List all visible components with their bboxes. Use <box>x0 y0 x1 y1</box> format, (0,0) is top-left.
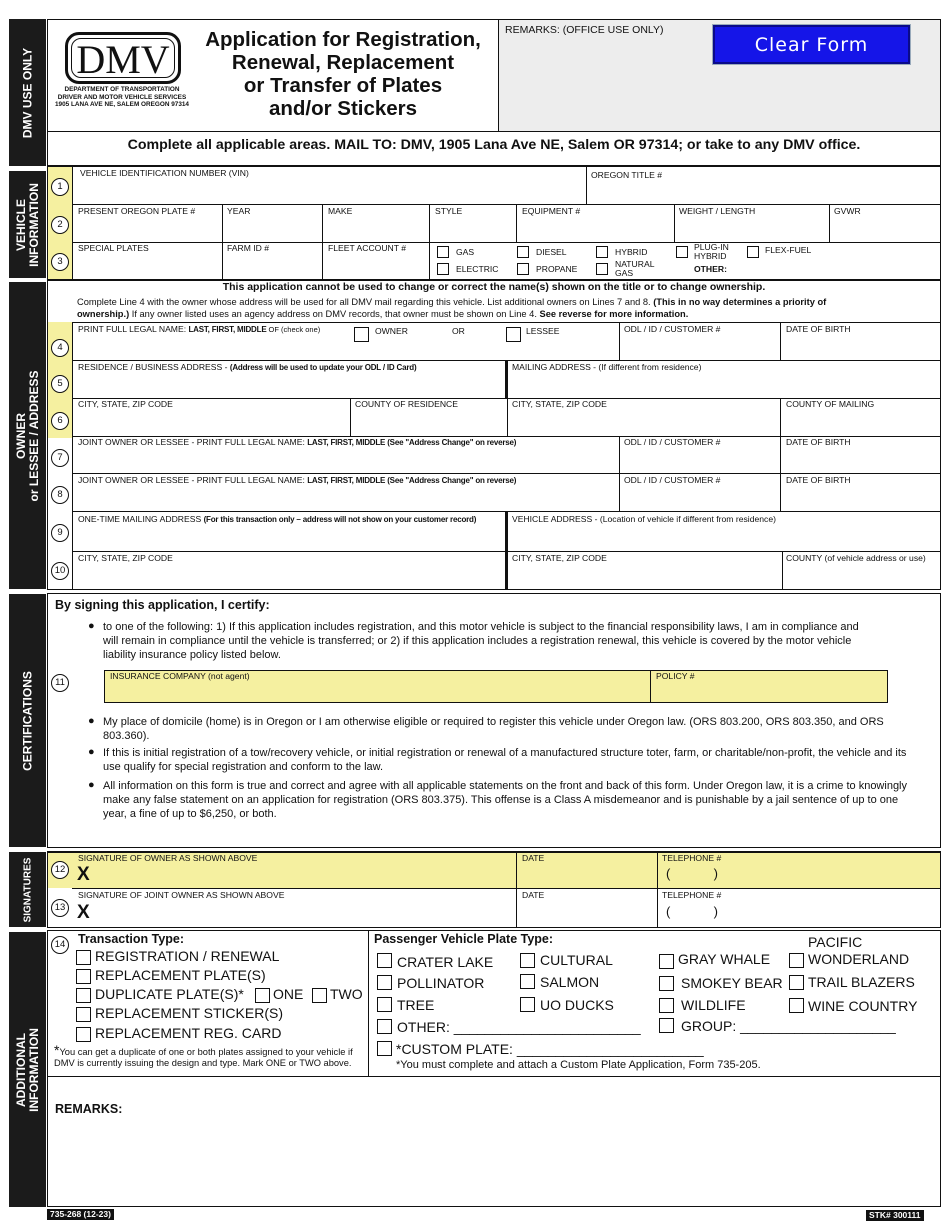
line-number-9: 9 <box>51 524 69 542</box>
custom-plate-checkbox[interactable] <box>377 1041 392 1056</box>
form-number-badge: 735-268 (12-23) <box>47 1209 114 1220</box>
vehicle-info-bar <box>9 171 46 278</box>
weight-length-field[interactable]: WEIGHT / LENGTH <box>679 206 756 216</box>
vin-field[interactable]: VEHICLE IDENTIFICATION NUMBER (VIN) <box>80 168 249 178</box>
joint-telephone-parens: ( ) <box>666 904 718 919</box>
owner-instructions: Complete Line 4 with the owner whose address will be used for all DMV mail regarding this vehicle. List additional owners on Lines 7 and 8. (This in no way determines a priority of ownership.) If any owner listed uses an agency address on DMV records, that owner must be shown on Line 4. See reverse for more information. <box>77 297 827 319</box>
vehicle-city-field[interactable]: CITY, STATE, ZIP CODE <box>512 553 607 563</box>
uo-ducks-checkbox[interactable] <box>520 997 535 1012</box>
policy-field[interactable]: POLICY # <box>656 671 695 681</box>
replacement-plates-label: REPLACEMENT PLATE(S) <box>95 967 266 983</box>
cultural-checkbox[interactable] <box>520 953 535 968</box>
form-title: Application for Registration, Renewal, Replacement or Transfer of Plates and/or Stickers <box>205 28 481 120</box>
mailing-city-field[interactable]: CITY, STATE, ZIP CODE <box>512 399 607 409</box>
line-number-5: 5 <box>51 375 69 393</box>
odl-field-7[interactable]: ODL / ID / CUSTOMER # <box>624 437 721 447</box>
owner-signature-field[interactable]: SIGNATURE OF OWNER AS SHOWN ABOVE <box>78 853 258 863</box>
gvwr-field[interactable]: GVWR <box>834 206 861 216</box>
line-number-4: 4 <box>51 339 69 357</box>
owner-telephone-field[interactable]: TELEPHONE # <box>662 853 722 863</box>
style-field[interactable]: STYLE <box>435 206 463 216</box>
propane-checkbox[interactable] <box>517 263 529 275</box>
gray-whale-checkbox[interactable] <box>659 954 674 969</box>
natural-gas-label: NATURAL GAS <box>615 259 655 278</box>
line-number-12: 12 <box>51 861 69 879</box>
owner-option-label: OWNER <box>375 326 408 336</box>
dob-field-7[interactable]: DATE OF BIRTH <box>786 437 851 447</box>
duplicate-plates-label: DUPLICATE PLATE(S)* <box>95 986 244 1002</box>
tree-label: TREE <box>397 997 435 1013</box>
mailing-address-field[interactable]: MAILING ADDRESS - (If different from residence) <box>512 362 702 372</box>
cultural-label: CULTURAL <box>540 952 613 968</box>
ownership-warning: This application cannot be used to change or correct the name(s) shown on the title or to change ownership. <box>222 281 766 293</box>
registration-renewal-checkbox[interactable] <box>76 950 91 965</box>
other-fuel-label[interactable]: OTHER: <box>694 264 727 274</box>
remarks-label: REMARKS: <box>55 1102 123 1116</box>
diesel-checkbox[interactable] <box>517 246 529 258</box>
lessee-option-label: LESSEE <box>526 326 560 336</box>
line-number-7: 7 <box>51 449 69 467</box>
clear-form-button[interactable]: Clear Form <box>713 25 910 64</box>
city-state-zip-field-6[interactable]: CITY, STATE, ZIP CODE <box>78 399 173 409</box>
gray-whale-label: GRAY WHALE <box>678 951 771 967</box>
certifications-bar <box>9 594 46 847</box>
plugin-hybrid-label: PLUG-IN HYBRID <box>694 242 729 261</box>
wine-country-checkbox[interactable] <box>789 998 804 1013</box>
owner-date-field[interactable]: DATE <box>522 853 545 863</box>
duplicate-two-label: TWO <box>330 986 363 1002</box>
pollinator-label: POLLINATOR <box>397 975 485 991</box>
pacific-wonderland-checkbox[interactable] <box>789 953 804 968</box>
joint-telephone-field[interactable]: TELEPHONE # <box>662 890 722 900</box>
salmon-label: SALMON <box>540 974 600 990</box>
cert-statement-2: My place of domicile (home) is in Oregon or I am otherwise eligible or required to register this vehicle under Oregon law. (ORS 803.200, ORS 803.350, and ORS 803.360). <box>103 716 884 742</box>
trail-blazers-checkbox[interactable] <box>789 975 804 990</box>
natural-gas-checkbox[interactable] <box>596 263 608 275</box>
hybrid-checkbox[interactable] <box>596 246 608 258</box>
flex-fuel-label: FLEX-FUEL <box>765 245 812 255</box>
salmon-checkbox[interactable] <box>520 974 535 989</box>
tree-checkbox[interactable] <box>377 997 392 1012</box>
crater-lake-checkbox[interactable] <box>377 953 392 968</box>
plate-type-heading: Passenger Vehicle Plate Type: <box>374 932 554 946</box>
certifications-label: CERTIFICATIONS <box>19 670 34 771</box>
additional-info-bar <box>9 932 46 1207</box>
owner-bar <box>9 282 46 589</box>
transaction-type-heading: Transaction Type: <box>78 932 185 946</box>
group-plate-field[interactable]: GROUP: ____________________ <box>681 1018 896 1034</box>
replacement-reg-card-checkbox[interactable] <box>76 1027 91 1042</box>
equipment-field[interactable]: EQUIPMENT # <box>522 206 581 216</box>
diesel-label: DIESEL <box>536 247 567 257</box>
line-number-6: 6 <box>51 412 69 430</box>
registration-renewal-label: REGISTRATION / RENEWAL <box>95 948 280 964</box>
other-plate-checkbox[interactable] <box>377 1019 392 1034</box>
joint-date-field[interactable]: DATE <box>522 890 545 900</box>
or-label: OR <box>452 326 465 336</box>
line-number-3: 3 <box>51 253 69 271</box>
line-number-13: 13 <box>51 899 69 917</box>
pollinator-checkbox[interactable] <box>377 975 392 990</box>
city-state-zip-field-10[interactable]: CITY, STATE, ZIP CODE <box>78 553 173 563</box>
wildlife-checkbox[interactable] <box>659 998 674 1013</box>
cert-statement-3: If this is initial registration of a tow/recovery vehicle, or initial registration or renewal of a manufactured structure toter, farm, or charitable/non-profit, the vehicle and its use qualify for special registration and conform to the law. <box>103 747 907 773</box>
owner-signature-x: X <box>77 864 90 885</box>
line-number-11: 11 <box>51 674 69 692</box>
plugin-hybrid-checkbox[interactable] <box>676 246 688 258</box>
residence-address-field[interactable]: RESIDENCE / BUSINESS ADDRESS - (Address will be used to update your ODL / ID Card) <box>78 362 417 372</box>
year-field[interactable]: YEAR <box>227 206 251 216</box>
dmv-use-only-label: DMV USE ONLY <box>19 47 34 138</box>
trail-blazers-label: TRAIL BLAZERS <box>808 974 915 990</box>
joint-owner-field-7[interactable]: JOINT OWNER OR LESSEE - PRINT FULL LEGAL NAME: LAST, FIRST, MIDDLE (See "Address Change" on reverse) <box>78 437 517 447</box>
crater-lake-label: CRATER LAKE <box>397 954 494 970</box>
vehicle-address-field[interactable]: VEHICLE ADDRESS - (Location of vehicle if different from residence) <box>512 514 776 524</box>
electric-label: ELECTRIC <box>456 264 499 274</box>
cert-statement-1: to one of the following: 1) If this application includes registration, and this motor vehicle is subject to the financial responsibility laws, I am in compliance and will remain in compliance until the vehicle is transferred; or 2) if this application includes a registration renewal, this vehicle is covered by the motor vehicle liability insurance policy listed below. <box>103 621 859 661</box>
custom-plate-note: *You must complete and attach a Custom Plate Application, Form 735-205. <box>396 1059 761 1071</box>
cert-statement-4: All information on this form is true and correct and agree with all applicable statements on the front and back of this form. Under Oregon law, it is a crime to knowingly make any false statement on an application for registration (ORS 803.375). This offense is a Class A misdemeanor and is punishable by a jail sentence of up to one year, a fine of up to $6,250, or both. <box>103 780 907 820</box>
legal-name-field[interactable]: PRINT FULL LEGAL NAME: LAST, FIRST, MIDDLE OF (check one) <box>78 324 321 334</box>
replacement-stickers-label: REPLACEMENT STICKER(S) <box>95 1005 283 1021</box>
odl-field-4[interactable]: ODL / ID / CUSTOMER # <box>624 324 721 334</box>
line-number-10: 10 <box>51 562 69 580</box>
present-plate-field[interactable]: PRESENT OREGON PLATE # <box>78 206 196 216</box>
group-plate-checkbox[interactable] <box>659 1018 674 1033</box>
replacement-reg-card-label: REPLACEMENT REG. CARD <box>95 1025 282 1041</box>
odl-field-8[interactable]: ODL / ID / CUSTOMER # <box>624 475 721 485</box>
duplicate-two-checkbox[interactable] <box>312 988 327 1003</box>
office-remarks-label: REMARKS: (OFFICE USE ONLY) <box>505 24 664 36</box>
replacement-plates-checkbox[interactable] <box>76 969 91 984</box>
duplicate-plates-checkbox[interactable] <box>76 988 91 1003</box>
pacific-label: PACIFIC <box>808 934 863 950</box>
farm-id-field[interactable]: FARM ID # <box>227 243 270 253</box>
remarks-area[interactable] <box>52 1118 937 1203</box>
one-time-mailing-field[interactable]: ONE-TIME MAILING ADDRESS (For this transaction only – address will not show on your customer record) <box>78 514 477 524</box>
gas-checkbox[interactable] <box>437 246 449 258</box>
electric-checkbox[interactable] <box>437 263 449 275</box>
dob-field-4[interactable]: DATE OF BIRTH <box>786 324 851 334</box>
duplicate-one-label: ONE <box>273 986 304 1002</box>
signatures-label: SIGNATURES <box>22 857 33 922</box>
joint-signature-x: X <box>77 902 90 923</box>
county-mailing-field[interactable]: COUNTY OF MAILING <box>786 399 875 409</box>
stock-number-badge: STK# 300111 <box>866 1210 924 1221</box>
uo-ducks-label: UO DUCKS <box>540 997 614 1013</box>
dmv-logo-text: DMV <box>76 37 170 82</box>
fleet-account-field[interactable]: FLEET ACCOUNT # <box>328 243 407 253</box>
owner-telephone-parens: ( ) <box>666 866 718 881</box>
gas-label: GAS <box>456 247 475 257</box>
signatures-bar <box>9 852 46 927</box>
lessee-checkbox[interactable] <box>506 327 521 342</box>
insurance-company-field[interactable]: INSURANCE COMPANY (not agent) <box>110 671 250 681</box>
duplicate-note: *You can get a duplicate of one or both plates assigned to your vehicle if DMV is currently issuing the design and type. Mark ONE or TWO above. <box>54 1042 353 1068</box>
owner-checkbox[interactable] <box>354 327 369 342</box>
wonderland-label: WONDERLAND <box>808 951 910 967</box>
owner-label: OWNER or LESSEE / ADDRESS <box>13 370 41 501</box>
duplicate-one-checkbox[interactable] <box>255 988 270 1003</box>
wildlife-label: WILDLIFE <box>681 997 746 1013</box>
line-number-14: 14 <box>51 936 69 954</box>
special-plates-field[interactable]: SPECIAL PLATES <box>78 243 149 253</box>
line-number-1: 1 <box>51 178 69 196</box>
vehicle-info-label: VEHICLE INFORMATION <box>13 182 41 267</box>
replacement-stickers-checkbox[interactable] <box>76 1007 91 1022</box>
smokey-bear-checkbox[interactable] <box>659 976 674 991</box>
oregon-title-field[interactable]: OREGON TITLE # <box>591 170 662 180</box>
smokey-bear-label: SMOKEY BEAR <box>681 975 783 991</box>
line-number-2: 2 <box>51 216 69 234</box>
flex-fuel-checkbox[interactable] <box>747 246 759 258</box>
vehicle-info-frame <box>47 166 941 280</box>
county-residence-field[interactable]: COUNTY OF RESIDENCE <box>355 399 458 409</box>
propane-label: PROPANE <box>536 264 578 274</box>
other-plate-field[interactable]: OTHER: ________________________ <box>397 1019 641 1035</box>
joint-signature-field[interactable]: SIGNATURE OF JOINT OWNER AS SHOWN ABOVE <box>78 890 285 900</box>
county-vehicle-field[interactable]: COUNTY (of vehicle address or use) <box>786 553 926 563</box>
dmv-logo <box>65 32 181 84</box>
certify-heading: By signing this application, I certify: <box>55 598 270 612</box>
make-field[interactable]: MAKE <box>328 206 353 216</box>
hybrid-label: HYBRID <box>615 247 648 257</box>
dept-text: DEPARTMENT OF TRANSPORTATION DRIVER AND MOTOR VEHICLE SERVICES 1905 LANA AVE NE, SALEM OREGON 97314 <box>54 86 189 108</box>
dob-field-8[interactable]: DATE OF BIRTH <box>786 475 851 485</box>
dmv-use-only-bar <box>9 19 46 166</box>
joint-owner-field-8[interactable]: JOINT OWNER OR LESSEE - PRINT FULL LEGAL NAME: LAST, FIRST, MIDDLE (See "Address Change" on reverse) <box>78 475 517 485</box>
custom-plate-field[interactable]: *CUSTOM PLATE: ________________________ <box>396 1041 704 1057</box>
mail-to-instructions: Complete all applicable areas. MAIL TO: DMV, 1905 Lana Ave NE, Salem OR 97314; or take to any DMV office. <box>127 137 861 153</box>
line-number-8: 8 <box>51 486 69 504</box>
wine-country-label: WINE COUNTRY <box>808 998 918 1014</box>
additional-info-label: ADDITIONAL INFORMATION <box>13 1027 41 1112</box>
